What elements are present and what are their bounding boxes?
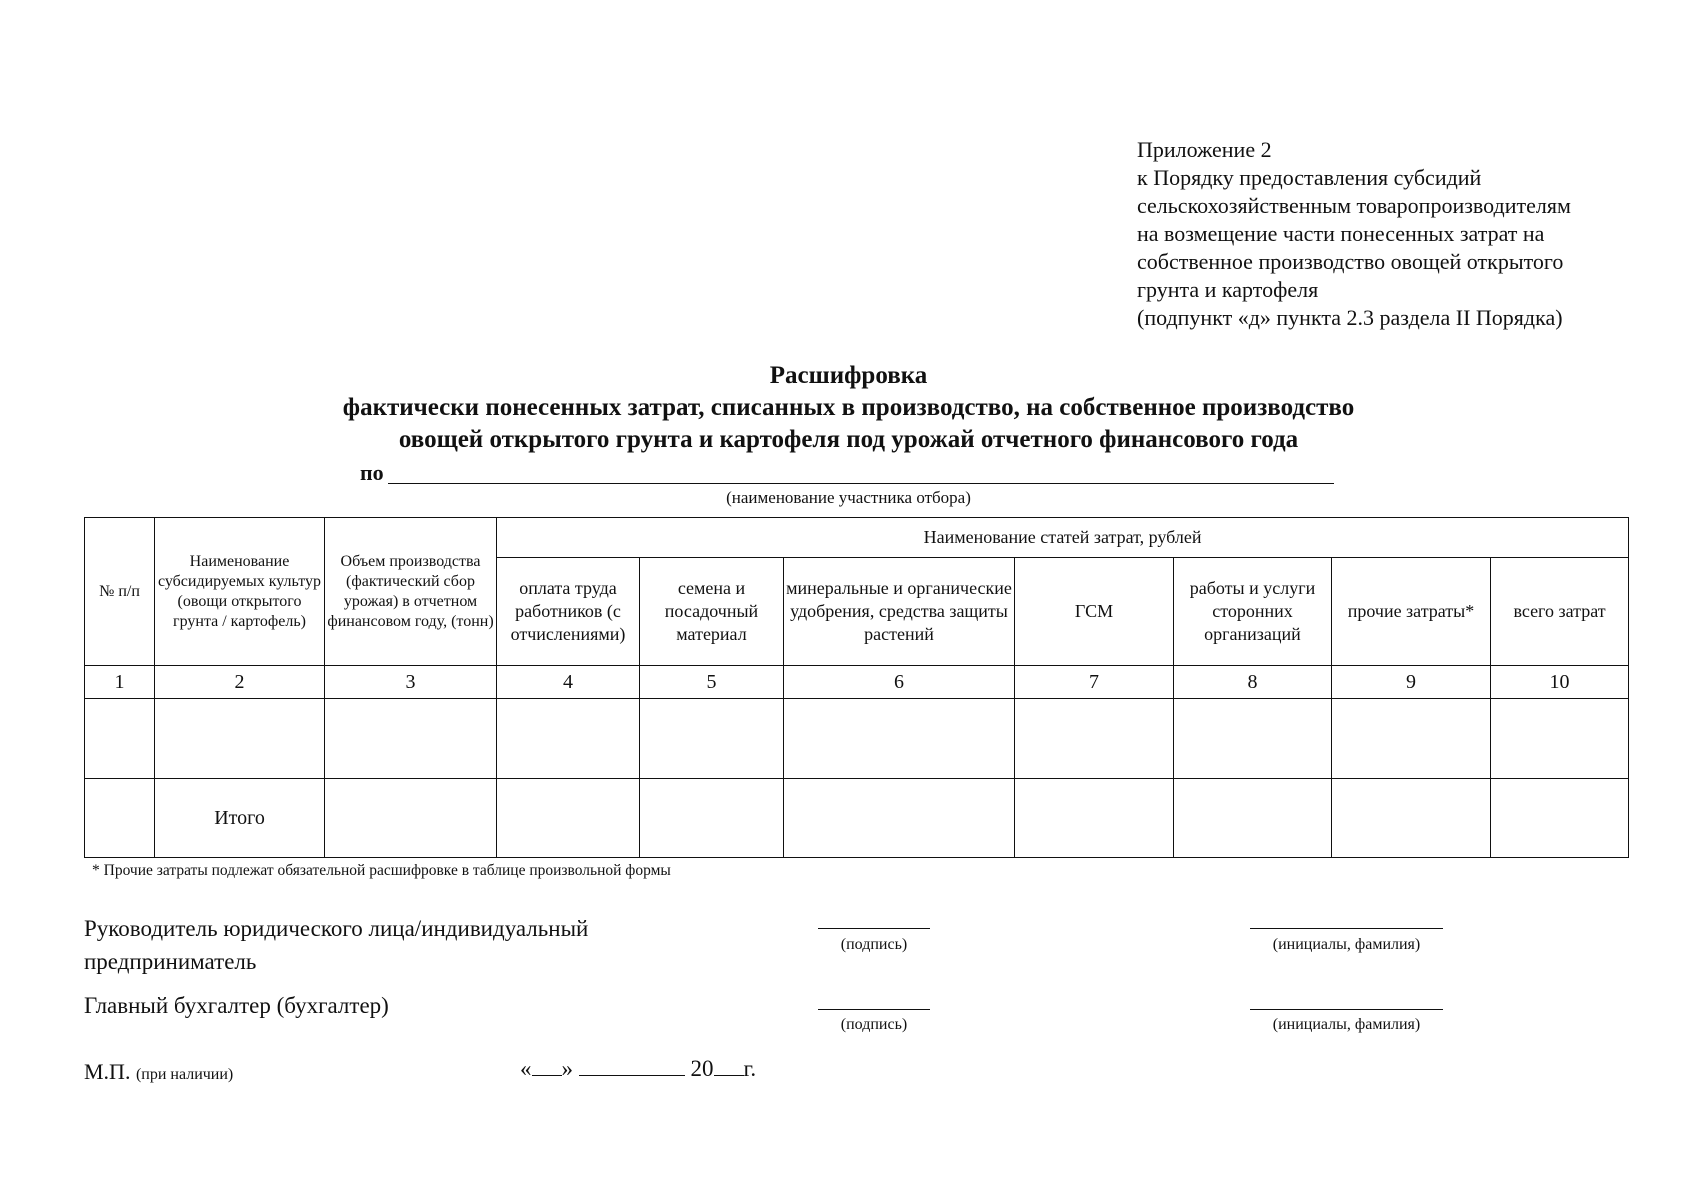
header-total-costs: всего затрат: [1491, 558, 1629, 666]
head-signature-label: [84, 912, 588, 978]
table-cell[interactable]: [497, 779, 640, 858]
date-year-suffix: г.: [743, 1056, 757, 1081]
head-title-line2: предприниматель: [84, 949, 257, 974]
header-crop: Наименование субсидируемых культур (овощи открытого грунта / картофель): [155, 518, 325, 666]
column-number: 10: [1491, 666, 1629, 699]
annex-line: к Порядку предоставления субсидий: [1137, 165, 1482, 190]
head-signature-field[interactable]: [818, 928, 930, 929]
column-number: 6: [784, 666, 1015, 699]
accountant-name-caption: (инициалы, фамилия): [1272, 1016, 1421, 1033]
table-cell[interactable]: [155, 699, 325, 779]
table-cell[interactable]: [640, 699, 784, 779]
head-title-line1: Руководитель юридического лица/индивидуальный: [84, 916, 589, 941]
header-volume: Объем производства (фактический сбор урожая) в отчетном финансовом году, (тонн): [325, 518, 497, 666]
table-cell[interactable]: [497, 699, 640, 779]
participant-caption: (наименование участника отбора): [726, 488, 971, 507]
column-number: 3: [325, 666, 497, 699]
table-cell[interactable]: [325, 699, 497, 779]
date-open-quote: «: [520, 1056, 532, 1081]
table-cell[interactable]: [784, 699, 1015, 779]
head-name-field[interactable]: [1250, 928, 1443, 929]
total-label: Итого: [155, 779, 325, 858]
stamp-label: М.П.: [84, 1059, 131, 1084]
stamp-note: (при наличии): [135, 1066, 234, 1083]
column-number: 2: [155, 666, 325, 699]
table-cell[interactable]: [1491, 699, 1629, 779]
table-cell[interactable]: [85, 699, 155, 779]
date-close-quote: »: [561, 1056, 573, 1081]
column-number: 5: [640, 666, 784, 699]
header-labor: оплата труда работников (с отчислениями): [497, 558, 640, 666]
table-row: [85, 699, 1629, 779]
table-cell[interactable]: [1332, 699, 1491, 779]
participant-name-field[interactable]: [388, 483, 1334, 484]
table-cell[interactable]: [1174, 699, 1332, 779]
annex-line: (подпункт «д» пункта 2.3 раздела II Порядка): [1137, 305, 1563, 330]
annex-block: [1137, 136, 1677, 332]
header-fertilizers: минеральные и органические удобрения, средства защиты растений: [784, 558, 1015, 666]
accountant-signature-caption: (подпись): [840, 1016, 908, 1033]
column-number: 1: [85, 666, 155, 699]
column-number: 4: [497, 666, 640, 699]
column-number: 7: [1015, 666, 1174, 699]
date-field: [520, 1056, 756, 1082]
accountant-signature-label: Главный бухгалтер (бухгалтер): [84, 993, 389, 1018]
head-signature-caption: (подпись): [840, 936, 908, 953]
column-number: 8: [1174, 666, 1332, 699]
column-number: 9: [1332, 666, 1491, 699]
header-fuel: ГСМ: [1015, 558, 1174, 666]
annex-line: на возмещение части понесенных затрат на: [1137, 221, 1545, 246]
annex-line: Приложение 2: [1137, 137, 1272, 162]
stamp-place: [84, 1059, 233, 1085]
table-cell[interactable]: [1174, 779, 1332, 858]
table-cell[interactable]: [85, 779, 155, 858]
table-cell[interactable]: [1332, 779, 1491, 858]
date-year-field[interactable]: [714, 1074, 744, 1076]
date-month-field[interactable]: [579, 1074, 685, 1076]
accountant-signature-field[interactable]: [818, 1009, 930, 1010]
table-cell[interactable]: [1491, 779, 1629, 858]
header-number: № п/п: [85, 518, 155, 666]
cost-table: [84, 517, 1629, 858]
table-cell[interactable]: [784, 779, 1015, 858]
annex-line: сельскохозяйственным товаропроизводителям: [1137, 193, 1571, 218]
header-cost-group: Наименование статей затрат, рублей: [497, 518, 1629, 558]
accountant-name-field[interactable]: [1250, 1009, 1443, 1010]
date-year-prefix: 20: [690, 1056, 714, 1081]
header-services: работы и услуги сторонних организаций: [1174, 558, 1332, 666]
total-row: [85, 779, 1629, 858]
header-other: прочие затраты*: [1332, 558, 1491, 666]
header-seeds: семена и посадочный материал: [640, 558, 784, 666]
footnote: * Прочие затраты подлежат обязательной расшифровке в таблице произвольной формы: [92, 862, 671, 879]
annex-line: собственное производство овощей открытого: [1137, 249, 1564, 274]
table-cell[interactable]: [1015, 779, 1174, 858]
document-subtitle-line1: фактически понесенных затрат, списанных в производство, на собственное производство: [342, 394, 1355, 421]
table-cell[interactable]: [1015, 699, 1174, 779]
annex-line: грунта и картофеля: [1137, 277, 1319, 302]
participant-label: по: [360, 460, 384, 485]
date-day-field[interactable]: [532, 1074, 562, 1076]
head-name-caption: (инициалы, фамилия): [1272, 936, 1421, 953]
document-title: Расшифровка: [769, 362, 928, 389]
table-cell[interactable]: [325, 779, 497, 858]
table-cell[interactable]: [640, 779, 784, 858]
document-subtitle-line2: овощей открытого грунта и картофеля под урожай отчетного финансового года: [398, 426, 1299, 453]
